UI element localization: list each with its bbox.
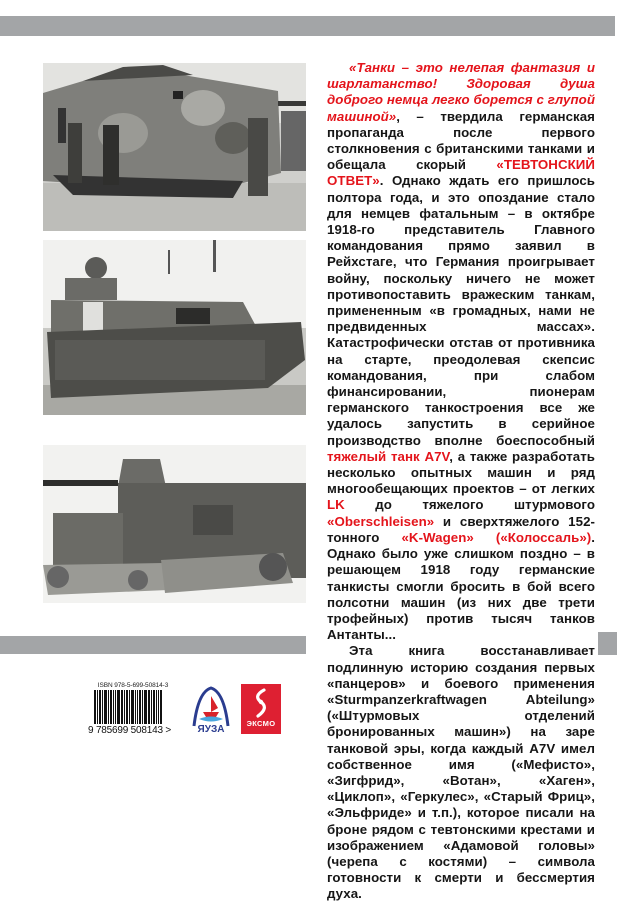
barcode-icon: [94, 690, 178, 724]
blurb-text-segment: до тяжелого штурмового: [344, 497, 595, 513]
left-gray-band: [0, 636, 306, 654]
blurb-text-segment: . Однако ждать его пришлось полтора года, и это опоздание стало для немцев фатальным – в октябре 1918-го представитель Главного командования прямо заявил в Рейхстаге, что Германия проигрывает войну, поскольку ничего не может противопоставить вражеским танкам, примененным «в громадных, нами не предвиденных массах». Катастрофически отстав от противника на старте, преодолевая скепсис командования, при слабом финансировании, пионерам германского танкостроения все же удалось запустить в серийное производство вполне боеспособный: [327, 173, 595, 448]
blurb-text-segment: , а также разработать несколько опытных машин и ряд многообещающих проектов – от легких: [327, 448, 595, 497]
teutonic-answer-highlight: «ТЕВТОНСКИЙ ОТВЕТ»: [327, 157, 595, 189]
eksmo-swirl-icon: [249, 688, 273, 718]
k-wagen-highlight: «K-Wagen» («Колоссаль»): [401, 529, 592, 545]
blurb-text-segment: , – твердила германская пропаганда после первого столкновения с британскими танками и обещала скорый: [327, 108, 595, 173]
yauza-label: ЯУЗА: [197, 724, 225, 734]
barcode-digits: 9 785699 508143 >: [88, 725, 172, 736]
photo-lk-tank: [43, 240, 306, 415]
a7v-highlight: тяжелый танк A7V: [327, 448, 450, 464]
propaganda-quote: «Танки – это нелепая фантазия и шарлатанство! Здоровая душа доброго немца легко борется с глупой машиной»: [327, 60, 595, 124]
isbn-label: ISBN 978-5-699-50814-3: [97, 682, 169, 689]
eksmo-label: ЭКСМО: [246, 719, 276, 728]
tank-photo-icon: [43, 445, 306, 603]
top-gray-band: [0, 16, 615, 36]
right-gray-tab: [598, 632, 617, 655]
blurb-paragraph-1: [327, 60, 595, 643]
tank-photo-icon: [43, 63, 306, 231]
tank-photo-icon: [43, 240, 306, 415]
photo-a7v-tank: [43, 63, 306, 231]
yauza-ship-icon: [190, 686, 232, 734]
photo-k-wagen-tank: [43, 445, 306, 603]
lk-highlight: LK: [327, 497, 345, 513]
blurb-text-segment: . Однако было уже слишком поздно – в решающем 1918 году германские танкисты смогли бросить в бой всего полсотни машин (из них две трети трофейных) против тысяч танков Антанты...: [327, 529, 595, 643]
blurb-text: [327, 60, 595, 903]
blurb-paragraph-2: Эта книга восстанавливает подлинную историю создания первых «панцеров» и боевого применения «Sturmpanzerkraftwagen Abteilung» («Штурмовых отделений бронированных машин») на заре танковой эры, когда каждый A7V имел собственное имя («Мефисто», «Зигфрид», «Вотан», «Хаген», «Циклоп», «Геркулес», «Старый Фриц», «Эльфриде» и т.п.), которое писали на броне рядом с тевтонскими крестами и изображением «Адамовой головы» (черепа с костями) – символа готовности к смерти и бессмертия духа.: [327, 643, 595, 902]
isbn-block: [88, 682, 178, 736]
eksmo-publisher-logo: [241, 684, 281, 734]
blurb-text-segment: и сверхтяжелого 152-тонного: [327, 513, 595, 545]
oberschleisen-highlight: «Oberschleisen»: [327, 513, 435, 529]
yauza-publisher-logo: [190, 686, 232, 734]
